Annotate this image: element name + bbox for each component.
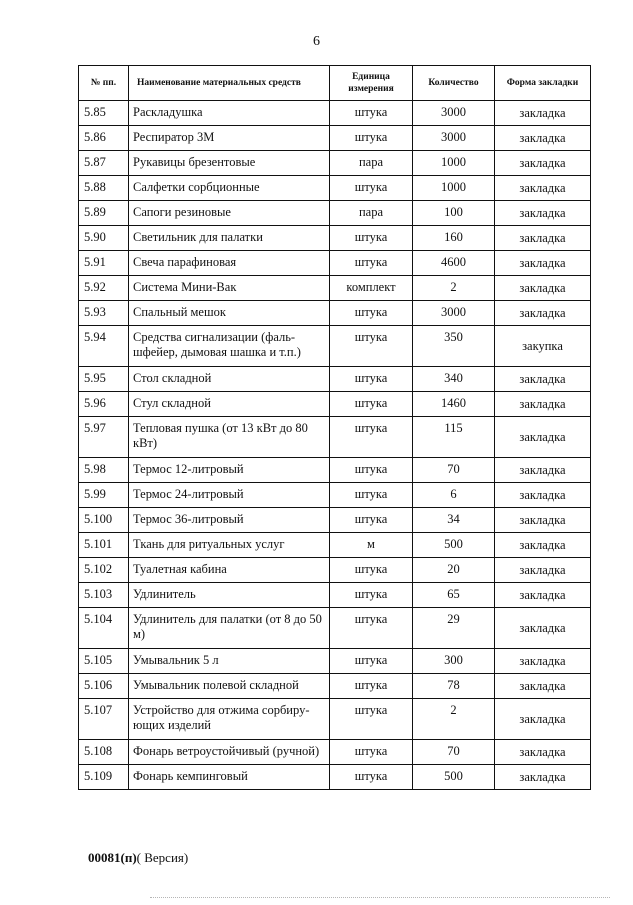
unit-cell: штука [330,251,413,276]
scan-artifact-line [150,897,610,899]
table-row [79,533,591,558]
materials-table [78,65,591,790]
form-cell: закладка [495,176,591,201]
quantity-cell: 2 [413,276,495,301]
item-name: Умывальник полевой складной [129,674,330,699]
document-version-footer [88,850,188,866]
item-name: Термос 24-литровый [129,483,330,508]
form-cell: закладка [495,201,591,226]
unit-cell: штука [330,740,413,765]
quantity-cell: 500 [413,765,495,790]
unit-cell: штука [330,699,413,740]
item-name: Термос 36-литровый [129,508,330,533]
table-body [79,101,591,790]
item-name: Система Мини-Вак [129,276,330,301]
row-number: 5.93 [79,301,129,326]
quantity-cell: 70 [413,458,495,483]
unit-cell: штука [330,765,413,790]
item-name: Тепловая пушка (от 13 кВт до 80 кВт) [129,417,330,458]
unit-cell: штука [330,101,413,126]
table-row [79,367,591,392]
unit-cell: штука [330,126,413,151]
row-number: 5.96 [79,392,129,417]
row-number: 5.89 [79,201,129,226]
item-name: Респиратор 3М [129,126,330,151]
item-name: Фонарь ветроустойчивый (ручной) [129,740,330,765]
unit-cell: штука [330,458,413,483]
quantity-cell: 340 [413,367,495,392]
form-cell: закладка [495,392,591,417]
unit-cell: штука [330,583,413,608]
row-number: 5.100 [79,508,129,533]
table-row [79,458,591,483]
quantity-cell: 2 [413,699,495,740]
unit-cell: пара [330,201,413,226]
form-cell: закладка [495,367,591,392]
table-row [79,417,591,458]
item-name: Удлинитель для палатки (от 8 до 50 м) [129,608,330,649]
row-number: 5.88 [79,176,129,201]
item-name: Свеча парафиновая [129,251,330,276]
document-code: 00081(п) [88,850,137,865]
table-row [79,226,591,251]
table-row [79,301,591,326]
version-label: ( Версия) [136,850,189,865]
quantity-cell: 29 [413,608,495,649]
row-number: 5.92 [79,276,129,301]
unit-cell: штука [330,392,413,417]
unit-cell: штука [330,367,413,392]
form-cell: закладка [495,251,591,276]
form-cell: закладка [495,483,591,508]
unit-cell: пара [330,151,413,176]
form-cell: закладка [495,765,591,790]
quantity-cell: 34 [413,508,495,533]
table-row [79,151,591,176]
item-name: Сапоги резиновые [129,201,330,226]
table-row [79,765,591,790]
header-form: Форма закладки [495,66,591,101]
unit-cell: комплект [330,276,413,301]
form-cell: закладка [495,740,591,765]
row-number: 5.95 [79,367,129,392]
quantity-cell: 100 [413,201,495,226]
unit-cell: штука [330,674,413,699]
form-cell: закладка [495,608,591,649]
quantity-cell: 65 [413,583,495,608]
quantity-cell: 3000 [413,126,495,151]
row-number: 5.90 [79,226,129,251]
row-number: 5.105 [79,649,129,674]
form-cell: закладка [495,101,591,126]
unit-cell: штука [330,176,413,201]
item-name: Раскладушка [129,101,330,126]
unit-cell: штука [330,326,413,367]
form-cell: закладка [495,126,591,151]
table-row [79,276,591,301]
table-row [79,483,591,508]
header-unit: Единица измерения [330,66,413,101]
unit-cell: штука [330,649,413,674]
table-row [79,508,591,533]
quantity-cell: 70 [413,740,495,765]
item-name: Фонарь кемпинговый [129,765,330,790]
row-number: 5.91 [79,251,129,276]
quantity-cell: 1000 [413,151,495,176]
row-number: 5.101 [79,533,129,558]
table-row [79,326,591,367]
row-number: 5.87 [79,151,129,176]
row-number: 5.103 [79,583,129,608]
row-number: 5.104 [79,608,129,649]
unit-cell: штука [330,301,413,326]
item-name: Спальный мешок [129,301,330,326]
quantity-cell: 3000 [413,301,495,326]
row-number: 5.107 [79,699,129,740]
table-row [79,699,591,740]
quantity-cell: 300 [413,649,495,674]
item-name: Средства сигнализации (фаль-шфейер, дымовая шашка и т.п.) [129,326,330,367]
table-row [79,126,591,151]
item-name: Туалетная кабина [129,558,330,583]
row-number: 5.109 [79,765,129,790]
form-cell: закладка [495,674,591,699]
row-number: 5.85 [79,101,129,126]
table-row [79,608,591,649]
form-cell: закладка [495,417,591,458]
unit-cell: штука [330,508,413,533]
form-cell: закладка [495,508,591,533]
header-quantity: Количество [413,66,495,101]
row-number: 5.99 [79,483,129,508]
table-row [79,583,591,608]
form-cell: закладка [495,458,591,483]
unit-cell: штука [330,558,413,583]
form-cell: закладка [495,533,591,558]
item-name: Ткань для ритуальных услуг [129,533,330,558]
table-row [79,392,591,417]
row-number: 5.106 [79,674,129,699]
table-row [79,176,591,201]
row-number: 5.94 [79,326,129,367]
form-cell: закладка [495,226,591,251]
quantity-cell: 4600 [413,251,495,276]
table-row [79,674,591,699]
item-name: Светильник для палатки [129,226,330,251]
table-row [79,740,591,765]
quantity-cell: 20 [413,558,495,583]
row-number: 5.86 [79,126,129,151]
unit-cell: штука [330,608,413,649]
header-number: № пп. [79,66,129,101]
item-name: Стол складной [129,367,330,392]
unit-cell: штука [330,226,413,251]
table-row [79,558,591,583]
form-cell: закладка [495,276,591,301]
quantity-cell: 160 [413,226,495,251]
unit-cell: штука [330,417,413,458]
quantity-cell: 1460 [413,392,495,417]
form-cell: закладка [495,583,591,608]
form-cell: закладка [495,301,591,326]
form-cell: закупка [495,326,591,367]
unit-cell: штука [330,483,413,508]
item-name: Термос 12-литровый [129,458,330,483]
item-name: Удлинитель [129,583,330,608]
table-row [79,251,591,276]
form-cell: закладка [495,558,591,583]
quantity-cell: 1000 [413,176,495,201]
item-name: Рукавицы брезентовые [129,151,330,176]
row-number: 5.98 [79,458,129,483]
table-row [79,101,591,126]
quantity-cell: 115 [413,417,495,458]
quantity-cell: 350 [413,326,495,367]
item-name: Устройство для отжима сорбиру-ющих изделий [129,699,330,740]
item-name: Умывальник 5 л [129,649,330,674]
row-number: 5.108 [79,740,129,765]
table-row [79,201,591,226]
quantity-cell: 500 [413,533,495,558]
row-number: 5.102 [79,558,129,583]
table-row [79,649,591,674]
item-name: Салфетки сорбционные [129,176,330,201]
page-number: 6 [313,34,320,49]
item-name: Стул складной [129,392,330,417]
row-number: 5.97 [79,417,129,458]
quantity-cell: 6 [413,483,495,508]
table-header-row [79,66,591,101]
header-name: Наименование материальных средств [129,66,330,101]
quantity-cell: 3000 [413,101,495,126]
unit-cell: м [330,533,413,558]
form-cell: закладка [495,151,591,176]
form-cell: закладка [495,649,591,674]
form-cell: закладка [495,699,591,740]
quantity-cell: 78 [413,674,495,699]
